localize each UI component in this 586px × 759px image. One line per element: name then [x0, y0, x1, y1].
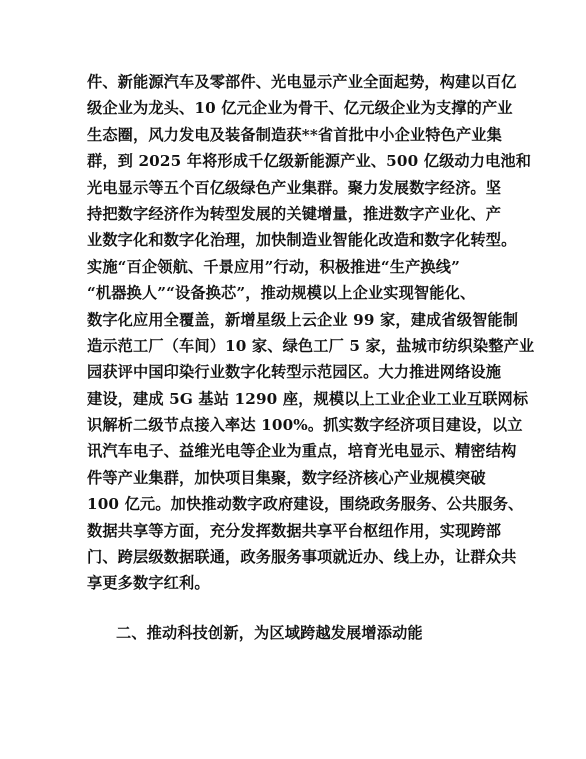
text-line: 造示范工厂（车间）10 家、绿色工厂 5 家，盐城市纺织染整产业: [87, 336, 535, 355]
text-line: 持把数字经济作为转型发展的关键增量，推进数字产业化、产: [87, 204, 502, 223]
text-line: 群，到 2025 年将形成千亿级新能源产业、500 亿级动力电池和: [87, 152, 532, 171]
text-line: 级企业为龙头、10 亿元企业为骨干、亿元级企业为支撑的产业: [87, 99, 513, 118]
text-line: 业数字化和数字化治理，加快制造业智能化改造和数字化转型。: [87, 231, 517, 250]
text-line: “机器换人”“设备换芯”，推动规模以上企业实现智能化、: [87, 284, 476, 303]
body-paragraph: [87, 69, 535, 597]
text-line: 享更多数字红利。: [87, 574, 210, 593]
text-line: 园获评中国印染行业数字化转型示范园区。大力推进网络设施: [87, 363, 502, 382]
text-line: 件、新能源汽车及零部件、光电显示产业全面起势，构建以百亿: [87, 73, 517, 91]
text-line: 件等产业集群，加快项目集聚，数字经济核心产业规模突破: [87, 468, 486, 487]
text-line: 数字化应用全覆盖，新增星级上云企业 99 家，建成省级智能制: [87, 310, 519, 329]
section-heading: 二、推动科技创新，为区域跨越发展增添动能: [116, 624, 423, 642]
text-line: 讯汽车电子、益维光电等企业为重点，培育光电显示、精密结构: [87, 442, 517, 461]
text-line: 100 亿元。加快推动数字政府建设，围绕政务服务、公共服务、: [87, 495, 524, 514]
text-line: 数据共享等方面，充分发挥数据共享平台枢纽作用，实现跨部: [87, 521, 502, 540]
text-line: 门、跨层级数据联通，政务服务事项就近办、线上办，让群众共: [87, 548, 517, 567]
text-line: 识解析二级节点接入率达 100%。抓实数字经济项目建设，以立: [87, 416, 523, 435]
text-line: 实施“百企领航、千景应用”行动，积极推进“生产换线”: [87, 257, 460, 276]
text-line: 光电显示等五个百亿级绿色产业集群。聚力发展数字经济。坚: [87, 178, 502, 197]
text-line: 建设，建成 5G 基站 1290 座，规模以上工业企业工业互联网标: [87, 389, 529, 408]
text-line: 生态圈，风力发电及装备制造获**省首批中小企业特色产业集: [87, 125, 502, 144]
